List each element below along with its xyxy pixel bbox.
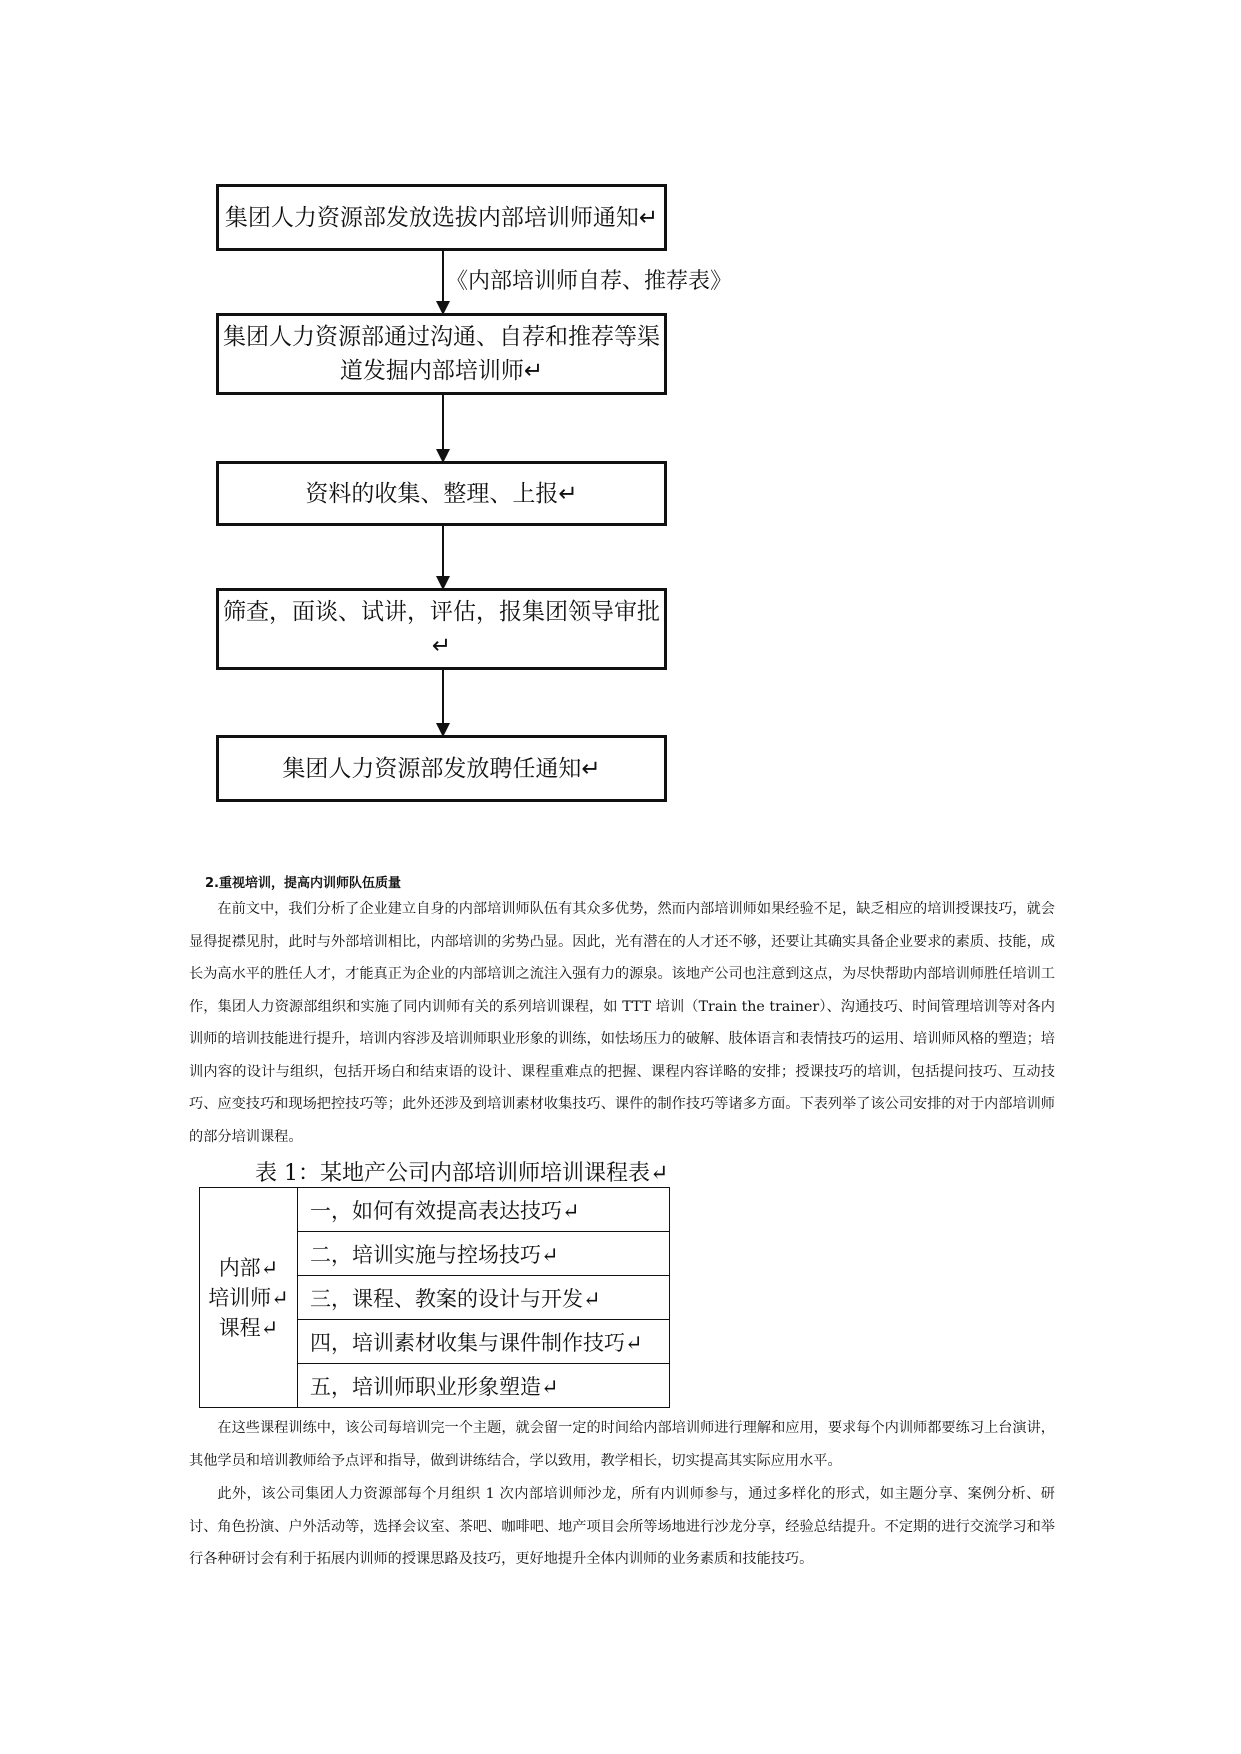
flow-arrow-4 bbox=[442, 670, 444, 735]
flow-arrow-2 bbox=[442, 395, 444, 461]
flow-step-1-text: 集团人力资源部发放选拔内部培训师通知↵ bbox=[224, 204, 659, 231]
table-title: 表 1：某地产公司内部培训师培训课程表↵ bbox=[255, 1161, 669, 1186]
section-title: 2.重视培训，提高内训师队伍质量 bbox=[205, 876, 401, 891]
table-row: 三，课程、教案的设计与开发↵ bbox=[298, 1276, 670, 1320]
flow-step-2 bbox=[216, 313, 667, 395]
flow-step-4 bbox=[216, 588, 667, 670]
flow-arrow-label: 《内部培训师自荐、推荐表》 bbox=[446, 269, 733, 294]
course-table bbox=[199, 1187, 670, 1408]
table-row: 一，如何有效提高表达技巧↵ bbox=[298, 1188, 670, 1232]
flow-step-3 bbox=[216, 461, 667, 526]
paragraph-1: 在前文中，我们分析了企业建立自身的内部培训师队伍有其众多优势，然而内部培训师如果经验不足，缺乏相应的培训授课技巧，就会显得捉襟见肘，此时与外部培训相比，内部培训的劣势凸显。因此，光有潜在的人才还不够，还要让其确实具备企业要求的素质、技能，成长为高水平的胜任人才，才能真正为企业的内部培训之流注入强有力的源泉。该地产公司也注意到这点，为尽快帮助内部培训师胜任培训工作，集团人力资源部组织和实施了同内训师有关的系列培训课程，如 TTT 培训（Train the trainer）、沟通技巧、时间管理培训等对各内训师的培训技能进行提升，培训内容涉及培训师职业形象的训练，如怯场压力的破解、肢体语言和表情技巧的运用、培训师风格的塑造；培训内容的设计与组织，包括开场白和结束语的设计、课程重难点的把握、课程内容详略的安排；授课技巧的培训，包括提问技巧、互动技巧、应变技巧和现场把控技巧等；此外还涉及到培训素材收集技巧、课件的制作技巧等诸多方面。下表列举了该公司安排的对于内部培训师的部分培训课程。 bbox=[189, 901, 1055, 1145]
flow-step-5 bbox=[216, 735, 667, 802]
flow-step-3-text: 资料的收集、整理、上报↵ bbox=[305, 480, 578, 507]
flow-arrow-3 bbox=[442, 526, 444, 588]
paragraph-3: 此外，该公司集团人力资源部每个月组织 1 次内部培训师沙龙，所有内训师参与，通过多样化的形式，如主题分享、案例分析、研讨、角色扮演、户外活动等，选择会议室、茶吧、咖啡吧、地产项目会所等场地进行沙龙分享，经验总结提升。不定期的进行交流学习和举行各种研讨会有利于拓展内训师的授课思路及技巧，更好地提升全体内训师的业务素质和技能技巧。 bbox=[189, 1486, 1055, 1567]
table-row: 五，培训师职业形象塑造↵ bbox=[298, 1364, 670, 1408]
table-category-line3: 课程↵ bbox=[218, 1315, 279, 1340]
table-row: 四，培训素材收集与课件制作技巧↵ bbox=[298, 1320, 670, 1364]
flow-step-5-text: 集团人力资源部发放聘任通知↵ bbox=[282, 755, 601, 782]
flow-step-2-line2: 道发掘内部培训师↵ bbox=[339, 358, 544, 384]
flow-step-1 bbox=[216, 184, 667, 251]
flow-arrow-1 bbox=[442, 251, 444, 313]
table-category-line1: 内部↵ bbox=[218, 1255, 279, 1280]
flow-step-2-line1: 集团人力资源部通过沟通、自荐和推荐等渠 bbox=[223, 324, 660, 350]
flow-step-4-text: 筛查，面谈、试讲，评估，报集团领导审批↵ bbox=[223, 599, 660, 659]
table-category-line2: 培训师↵ bbox=[208, 1285, 289, 1310]
table-category-cell bbox=[200, 1188, 298, 1408]
paragraph-2: 在这些课程训练中，该公司每培训完一个主题，就会留一定的时间给内部培训师进行理解和应用，要求每个内训师都要练习上台演讲，其他学员和培训教师给予点评和指导，做到讲练结合，学以致用，教学相长，切实提高其实际应用水平。 bbox=[189, 1420, 1055, 1469]
table-row: 二，培训实施与控场技巧↵ bbox=[298, 1232, 670, 1276]
